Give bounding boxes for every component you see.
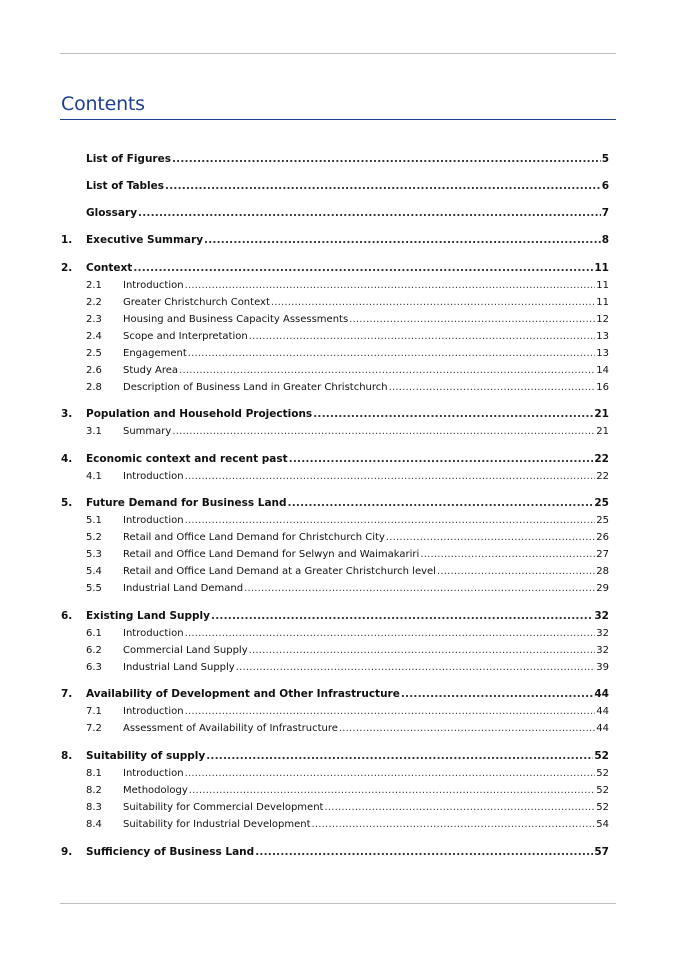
dot-leader bbox=[389, 380, 596, 395]
toc-entry[interactable] bbox=[61, 513, 609, 528]
toc-entry-page: 32 bbox=[596, 645, 609, 656]
toc-entry-title: Greater Christchurch Context bbox=[123, 297, 270, 308]
toc-entry-page: 22 bbox=[594, 453, 609, 465]
toc-entry-title: Scope and Interpretation bbox=[123, 331, 248, 342]
toc-entry-page: 14 bbox=[596, 365, 609, 376]
toc-entry[interactable] bbox=[61, 564, 609, 579]
toc-entry-page: 27 bbox=[596, 549, 609, 560]
dot-leader bbox=[188, 346, 595, 361]
toc-entry[interactable] bbox=[61, 800, 609, 815]
toc-entry-title: Introduction bbox=[123, 706, 184, 717]
toc-entry-number: 8.4 bbox=[86, 819, 102, 830]
toc-entry-number: 2.2 bbox=[86, 297, 102, 308]
toc-entry-page: 25 bbox=[594, 497, 609, 509]
dot-leader bbox=[288, 496, 594, 511]
toc-entry-page: 26 bbox=[596, 532, 609, 543]
toc-entry-title: Engagement bbox=[123, 348, 187, 359]
page-title: Contents bbox=[61, 93, 145, 115]
toc-entry-page: 7 bbox=[601, 207, 609, 219]
dot-leader bbox=[349, 312, 595, 327]
toc-entry-title: Introduction bbox=[123, 471, 184, 482]
toc-entry-title: Glossary bbox=[86, 207, 138, 219]
toc-entry[interactable] bbox=[61, 261, 609, 276]
toc-entry-title: Commercial Land Supply bbox=[123, 645, 248, 656]
toc-entry-page: 32 bbox=[594, 610, 609, 622]
toc-entry-number: 9. bbox=[61, 846, 73, 858]
toc-entry[interactable] bbox=[61, 547, 609, 562]
toc-entry-page: 52 bbox=[594, 750, 609, 762]
toc-entry[interactable] bbox=[61, 206, 609, 221]
toc-entry-title: Retail and Office Land Demand for Selwyn and Waimakariri bbox=[123, 549, 420, 560]
dot-leader bbox=[437, 564, 595, 579]
toc-entry-page: 11 bbox=[596, 297, 609, 308]
toc-entry-title: Retail and Office Land Demand at a Greater Christchurch level bbox=[123, 566, 436, 577]
toc-entry-title: Housing and Business Capacity Assessments bbox=[123, 314, 349, 325]
toc-entry-page: 28 bbox=[596, 566, 609, 577]
toc-entry-number: 5.4 bbox=[86, 566, 102, 577]
dot-leader bbox=[339, 721, 595, 736]
toc-entry-number: 5.1 bbox=[86, 515, 102, 526]
toc-entry-number: 7.2 bbox=[86, 723, 102, 734]
toc-entry-number: 4.1 bbox=[86, 471, 102, 482]
toc-entry-title: Suitability of supply bbox=[86, 750, 206, 762]
toc-entry[interactable] bbox=[61, 380, 609, 395]
toc-entry-number: 2.6 bbox=[86, 365, 102, 376]
dot-leader bbox=[185, 626, 596, 641]
toc-entry-page: 13 bbox=[596, 348, 609, 359]
toc-entry-title: Suitability for Industrial Development bbox=[123, 819, 311, 830]
toc-entry-number: 7. bbox=[61, 688, 73, 700]
toc-entry-title: Methodology bbox=[123, 785, 188, 796]
toc-entry-number: 8. bbox=[61, 750, 73, 762]
toc-entry[interactable] bbox=[61, 766, 609, 781]
toc-entry-page: 16 bbox=[596, 382, 609, 393]
dot-leader bbox=[420, 547, 595, 562]
toc-entry-title: Study Area bbox=[123, 365, 179, 376]
toc-entry-page: 21 bbox=[596, 426, 609, 437]
toc-entry-title: List of Tables bbox=[86, 180, 165, 192]
toc-entry-page: 52 bbox=[596, 785, 609, 796]
toc-entry-title: List of Figures bbox=[86, 153, 171, 165]
dot-leader bbox=[185, 513, 596, 528]
toc-entry-title: Availability of Development and Other Infrastructure bbox=[86, 688, 400, 700]
toc-entry-title: Context bbox=[86, 262, 133, 274]
toc-entry-page: 52 bbox=[596, 802, 609, 813]
toc-entry-title: Industrial Land Demand bbox=[123, 583, 244, 594]
toc-entry[interactable] bbox=[61, 346, 609, 361]
dot-leader bbox=[138, 206, 601, 221]
toc-entry-number: 2.3 bbox=[86, 314, 102, 325]
toc-entry[interactable] bbox=[61, 687, 609, 702]
toc-entry-title: Sufficiency of Business Land bbox=[86, 846, 255, 858]
toc-entry-number: 3.1 bbox=[86, 426, 102, 437]
toc-entry-title: Future Demand for Business Land bbox=[86, 497, 287, 509]
toc-entry-page: 5 bbox=[601, 153, 609, 165]
toc-entry-page: 57 bbox=[594, 846, 609, 858]
toc-entry[interactable] bbox=[61, 363, 609, 378]
toc-entry-page: 13 bbox=[596, 331, 609, 342]
toc-entry-title: Economic context and recent past bbox=[86, 453, 288, 465]
toc-entry-number: 6.3 bbox=[86, 662, 102, 673]
toc-entry[interactable] bbox=[61, 179, 609, 194]
dot-leader bbox=[324, 800, 595, 815]
dot-leader bbox=[236, 660, 596, 675]
toc-entry-title: Introduction bbox=[123, 628, 184, 639]
toc-entry-page: 39 bbox=[596, 662, 609, 673]
dot-leader bbox=[313, 407, 593, 422]
toc-entry-title: Introduction bbox=[123, 768, 184, 779]
dot-leader bbox=[185, 469, 596, 484]
toc-entry-number: 8.3 bbox=[86, 802, 102, 813]
toc-entry-number: 2.5 bbox=[86, 348, 102, 359]
toc-entry-title: Suitability for Commercial Development bbox=[123, 802, 324, 813]
toc-entry[interactable] bbox=[61, 295, 609, 310]
dot-leader bbox=[249, 643, 596, 658]
footer-divider bbox=[60, 903, 616, 904]
toc-entry-title: Industrial Land Supply bbox=[123, 662, 235, 673]
toc-entry[interactable] bbox=[61, 783, 609, 798]
toc-entry[interactable] bbox=[61, 407, 609, 422]
toc-entry[interactable] bbox=[61, 845, 609, 860]
toc-entry-number: 6.1 bbox=[86, 628, 102, 639]
toc-entry-page: 22 bbox=[596, 471, 609, 482]
toc-entry-page: 29 bbox=[596, 583, 609, 594]
dot-leader bbox=[204, 233, 601, 248]
toc-entry[interactable] bbox=[61, 530, 609, 545]
dot-leader bbox=[249, 329, 596, 344]
toc-entry-page: 11 bbox=[594, 262, 609, 274]
toc-entry[interactable] bbox=[61, 749, 609, 764]
toc-entry[interactable] bbox=[61, 152, 609, 167]
toc-entry[interactable] bbox=[61, 452, 609, 467]
toc-entry-page: 21 bbox=[594, 408, 609, 420]
toc-entry[interactable] bbox=[61, 704, 609, 719]
toc-entry-page: 54 bbox=[596, 819, 609, 830]
dot-leader bbox=[255, 845, 593, 860]
dot-leader bbox=[289, 452, 594, 467]
toc-entry-page: 25 bbox=[596, 515, 609, 526]
dot-leader bbox=[386, 530, 595, 545]
dot-leader bbox=[211, 609, 593, 624]
toc-entry[interactable] bbox=[61, 312, 609, 327]
toc-entry-number: 5.3 bbox=[86, 549, 102, 560]
toc-entry[interactable] bbox=[61, 424, 609, 439]
dot-leader bbox=[185, 766, 596, 781]
dot-leader bbox=[185, 704, 596, 719]
toc-entry-number: 2. bbox=[61, 262, 73, 274]
toc-entry-title: Population and Household Projections bbox=[86, 408, 313, 420]
dot-leader bbox=[172, 152, 601, 167]
dot-leader bbox=[189, 783, 595, 798]
toc-entry-title: Assessment of Availability of Infrastructure bbox=[123, 723, 338, 734]
toc-entry-number: 1. bbox=[61, 234, 73, 246]
toc-entry-title: Introduction bbox=[123, 515, 184, 526]
toc-entry[interactable] bbox=[61, 329, 609, 344]
toc-entry[interactable] bbox=[61, 278, 609, 293]
toc-entry-number: 2.8 bbox=[86, 382, 102, 393]
toc-entry[interactable] bbox=[61, 660, 609, 675]
dot-leader bbox=[133, 261, 593, 276]
dot-leader bbox=[244, 581, 595, 596]
toc-entry-number: 2.1 bbox=[86, 280, 102, 291]
toc-entry[interactable] bbox=[61, 721, 609, 736]
toc-entry-page: 44 bbox=[594, 688, 609, 700]
toc-entry[interactable] bbox=[61, 581, 609, 596]
toc-entry-title: Description of Business Land in Greater Christchurch bbox=[123, 382, 388, 393]
dot-leader bbox=[179, 363, 595, 378]
toc-entry-number: 6. bbox=[61, 610, 73, 622]
toc-entry-page: 11 bbox=[596, 280, 609, 291]
toc-entry[interactable] bbox=[61, 626, 609, 641]
toc-entry-page: 6 bbox=[601, 180, 609, 192]
dot-leader bbox=[172, 424, 595, 439]
toc-entry-title: Executive Summary bbox=[86, 234, 204, 246]
toc-entry-page: 44 bbox=[596, 706, 609, 717]
dot-leader bbox=[312, 817, 596, 832]
toc-entry-number: 7.1 bbox=[86, 706, 102, 717]
toc-entry[interactable] bbox=[61, 817, 609, 832]
toc-entry-title: Introduction bbox=[123, 280, 184, 291]
toc-entry-page: 44 bbox=[596, 723, 609, 734]
dot-leader bbox=[271, 295, 595, 310]
toc-entry-page: 12 bbox=[596, 314, 609, 325]
toc-entry-page: 52 bbox=[596, 768, 609, 779]
dot-leader bbox=[185, 278, 596, 293]
toc-entry-title: Existing Land Supply bbox=[86, 610, 210, 622]
toc-entry-number: 6.2 bbox=[86, 645, 102, 656]
toc-entry-number: 8.1 bbox=[86, 768, 102, 779]
toc-entry-number: 2.4 bbox=[86, 331, 102, 342]
toc-entry-title: Retail and Office Land Demand for Christchurch City bbox=[123, 532, 385, 543]
toc-entry-page: 8 bbox=[601, 234, 609, 246]
toc-entry-number: 5.2 bbox=[86, 532, 102, 543]
dot-leader bbox=[206, 749, 593, 764]
toc-entry[interactable] bbox=[61, 643, 609, 658]
toc-entry-number: 5.5 bbox=[86, 583, 102, 594]
toc-entry-title: Summary bbox=[123, 426, 172, 437]
toc-entry[interactable] bbox=[61, 469, 609, 484]
toc-entry[interactable] bbox=[61, 496, 609, 511]
toc-entry-number: 3. bbox=[61, 408, 73, 420]
toc-entry[interactable] bbox=[61, 609, 609, 624]
toc-entry-number: 5. bbox=[61, 497, 73, 509]
toc-entry-number: 8.2 bbox=[86, 785, 102, 796]
dot-leader bbox=[401, 687, 594, 702]
toc-entry[interactable] bbox=[61, 233, 609, 248]
dot-leader bbox=[165, 179, 601, 194]
toc-entry-page: 32 bbox=[596, 628, 609, 639]
toc-entry-number: 4. bbox=[61, 453, 73, 465]
